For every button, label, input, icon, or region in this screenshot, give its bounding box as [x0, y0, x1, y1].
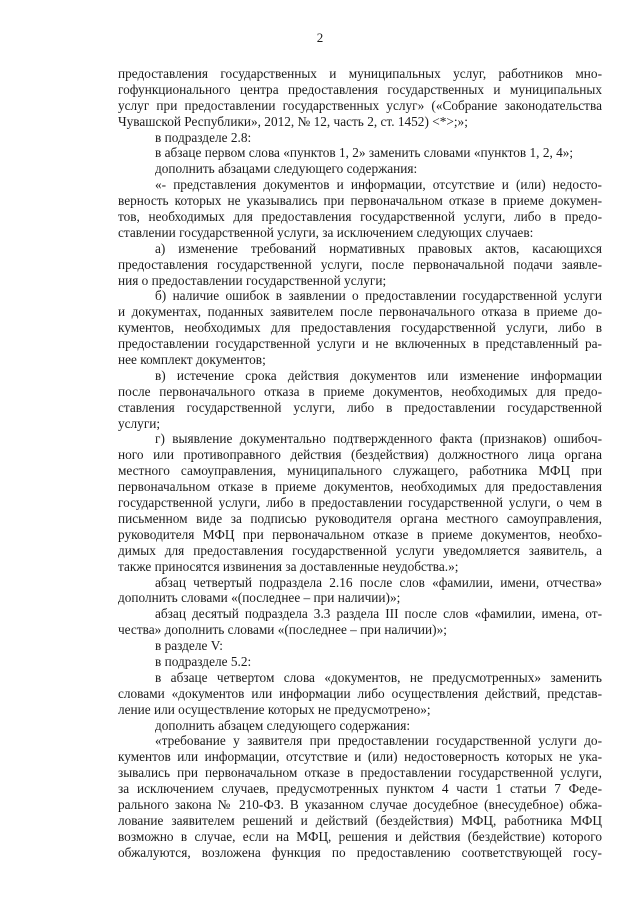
text-line: «- представления документов и информации, отсутствие и (или) недосто- [155, 177, 602, 193]
text-line: словами «документов или информации либо осуществления действий, представ- [118, 685, 602, 701]
text-line: первоначальном отказе в приеме документов, необходимых для предоставления [118, 479, 602, 495]
text-line: абзац четвертый подраздела 2.16 после слов «фамилии, имени, отчества» [155, 574, 602, 590]
document-body [118, 66, 602, 861]
text-line: ния о предоставлении государственной услуги; [118, 272, 387, 288]
text-line: письменном виде за подписью руководителя органа местного самоуправления, [118, 510, 602, 526]
text-line: возможно в случае, если на МФЦ, решения и действия (бездействие) которого [118, 828, 602, 844]
text-line: обжалуются, возложена функция по предоставлению соответствующей госу- [118, 844, 602, 860]
text-line: предоставления государственной услуги, после первоначальной подачи заявле- [118, 256, 602, 272]
text-line: в разделе V: [155, 638, 224, 654]
text-line: после первоначального отказа в приеме документов, необходимых для предо- [118, 383, 602, 399]
text-line: также приносятся извинения за доставленные неудобства.»; [118, 558, 459, 574]
text-line: рального закона № 210-ФЗ. В указанном случае досудебное (внесудебное) обжа- [118, 796, 602, 812]
text-line: г) выявление документально подтвержденного факта (признаков) ошибоч- [155, 431, 602, 447]
text-line: гофункционального центра предоставления государственных и муниципальных [118, 81, 602, 97]
text-line: абзац десятый подраздела 3.3 раздела III после слов «фамилии, имена, от- [155, 606, 602, 622]
text-line: руководителя МФЦ при первоначальном отказе в приеме документов, необхо- [118, 526, 602, 542]
text-line: тов, необходимых для предоставления государственной услуги, либо в предо- [118, 209, 602, 225]
text-line: кументов, необходимых для предоставления государственной услуги, либо в [118, 320, 602, 336]
text-line: димых для предоставления государственной услуги уведомляется заявитель, а [118, 542, 602, 558]
text-line: Чувашской Республики», 2012, № 12, часть 2, ст. 1452) <*>;»; [118, 113, 468, 129]
text-line: дополнить словами «(последнее – при наличии)»; [118, 590, 401, 606]
text-line: верность которых не указывались при первоначальном отказе в приеме докумен- [118, 193, 602, 209]
text-line: «требование у заявителя при предоставлении государственной услуги до- [155, 733, 602, 749]
text-line: дополнить абзацем следующего содержания: [155, 717, 411, 733]
text-line: кументов или информации, отсутствие и (или) недостоверность которых не ука- [118, 749, 602, 765]
text-line: предоставления государственных и муниципальных услуг, работников мно- [118, 66, 602, 81]
text-line: ного или противоправного действия (бездействия) должностного лица органа [118, 447, 602, 463]
text-line: в подразделе 5.2: [155, 653, 252, 669]
text-line: а) изменение требований нормативных правовых актов, касающихся [155, 240, 602, 256]
text-line: за исключением случаев, предусмотренных пунктом 4 части 1 статьи 7 Феде- [118, 781, 602, 797]
text-line: б) наличие ошибок в заявлении о предоставлении государственной услуги [155, 288, 602, 304]
text-line: в абзаце первом слова «пунктов 1, 2» заменить словами «пунктов 1, 2, 4»; [155, 145, 574, 161]
text-line: местного самоуправления, муниципального служащего, работника МФЦ при [118, 463, 602, 479]
text-line: в подразделе 2.8: [155, 129, 252, 145]
text-line: нее комплект документов; [118, 352, 266, 368]
text-line: ставлении государственной услуги, за исключением следующих случаев: [118, 224, 534, 240]
text-line: государственной услуги, либо в предоставлении государственной услуги, о чем в [118, 495, 602, 511]
text-line: в) истечение срока действия документов или изменение информации [155, 367, 602, 383]
text-line: услуги; [118, 415, 161, 431]
text-line: ление или осуществление которых не предусмотрено»; [118, 701, 431, 717]
text-line: дополнить абзацами следующего содержания: [155, 161, 418, 177]
page-number: 2 [316, 30, 324, 45]
text-line: в абзаце четвертом слова «документов, не предусмотренных» заменить [155, 669, 602, 685]
text-line: лование заявителем решений и действий (бездействия) МФЦ, работника МФЦ [118, 812, 602, 828]
text-line: предоставлении государственной услуги и не включенных в представленный ра- [118, 336, 602, 352]
text-line: чества» дополнить словами «(последнее – при наличии)»; [118, 622, 447, 638]
text-line: зывались при первоначальном отказе в предоставлении государственной услуги, [118, 765, 602, 781]
text-line: и документах, поданных заявителем после первоначального отказа в приеме до- [118, 304, 602, 320]
text-line: ставления государственной услуги, либо в предоставлении государственной [118, 399, 602, 415]
text-line: услуг при предоставлении государственных услуг» («Собрание законодательства [118, 97, 602, 113]
